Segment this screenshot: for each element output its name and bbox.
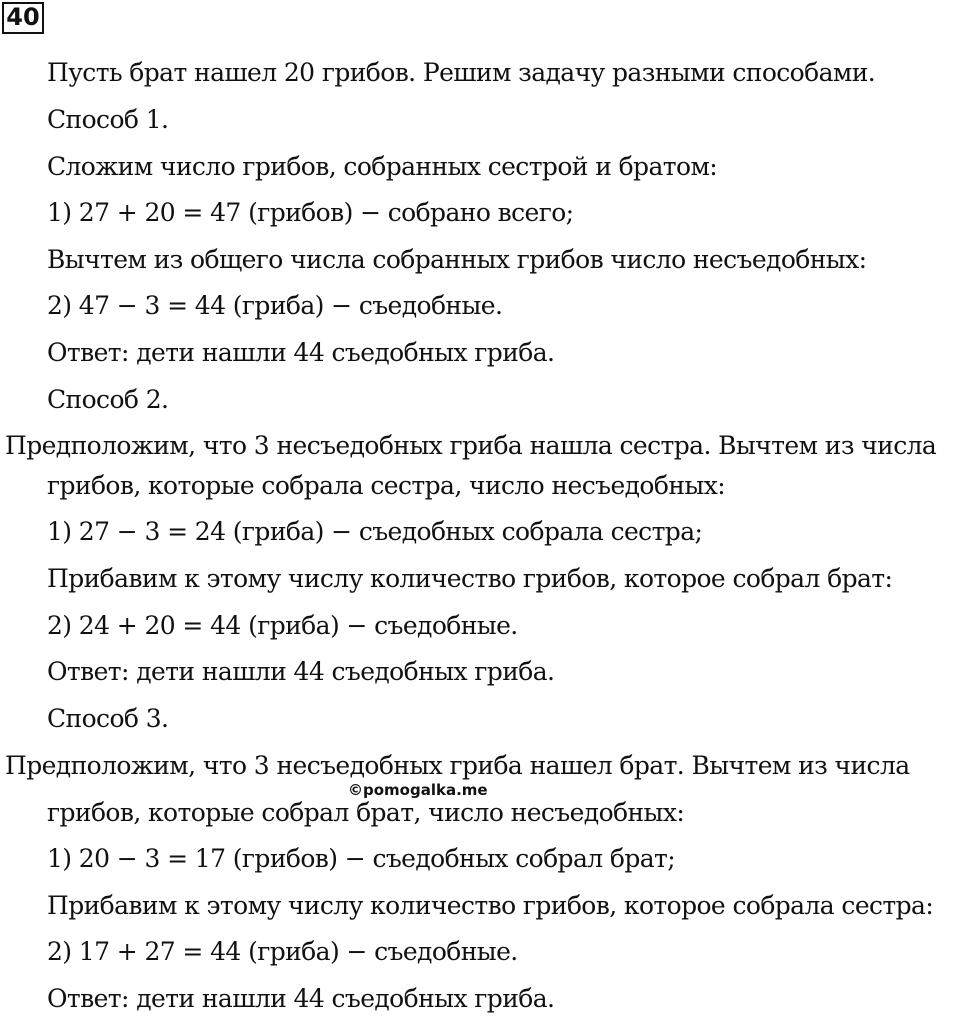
method-2-assumption-cont: грибов, которые собрала сестра, число несъедобных: xyxy=(47,471,726,500)
method-1-heading: Способ 1. xyxy=(47,105,169,134)
method-1-step-text-1: Сложим число грибов, собранных сестрой и братом: xyxy=(47,152,718,181)
watermark: ©pomogalka.me xyxy=(348,781,488,799)
method-2-answer: Ответ: дети нашли 44 съедобных гриба. xyxy=(47,657,555,686)
method-1-step-text-2: Вычтем из общего числа собранных грибов число несъедобных: xyxy=(47,245,867,274)
problem-number-badge: 40 xyxy=(2,2,44,34)
method-3-step-text-2: Прибавим к этому числу количество грибов, которое собрала сестра: xyxy=(47,891,934,920)
method-2-equation-1: 1) 27 − 3 = 24 (гриба) − съедобных собрала сестра; xyxy=(47,517,703,546)
method-1-equation-2: 2) 47 − 3 = 44 (гриба) − съедобные. xyxy=(47,291,503,320)
method-2-heading: Способ 2. xyxy=(47,385,169,414)
method-3-equation-1: 1) 20 − 3 = 17 (грибов) − съедобных собрал брат; xyxy=(47,844,676,873)
method-2-equation-2: 2) 24 + 20 = 44 (гриба) − съедобные. xyxy=(47,611,518,640)
method-2-step-text-2: Прибавим к этому числу количество грибов, которое собрал брат: xyxy=(47,564,893,593)
method-1-equation-1: 1) 27 + 20 = 47 (грибов) − собрано всего; xyxy=(47,198,574,227)
method-3-assumption-cont: грибов, которые собрал брат, число несъедобных: xyxy=(47,798,685,827)
method-1-answer: Ответ: дети нашли 44 съедобных гриба. xyxy=(47,338,555,367)
method-3-heading: Способ 3. xyxy=(47,704,169,733)
method-2-assumption: Предположим, что 3 несъедобных гриба нашла сестра. Вычтем из числа xyxy=(5,431,937,460)
intro-line: Пусть брат нашел 20 грибов. Решим задачу разными способами. xyxy=(47,58,876,87)
method-3-equation-2: 2) 17 + 27 = 44 (гриба) − съедобные. xyxy=(47,937,518,966)
method-3-assumption: Предположим, что 3 несъедобных гриба нашел брат. Вычтем из числа xyxy=(5,751,910,780)
method-3-answer: Ответ: дети нашли 44 съедобных гриба. xyxy=(47,984,555,1013)
